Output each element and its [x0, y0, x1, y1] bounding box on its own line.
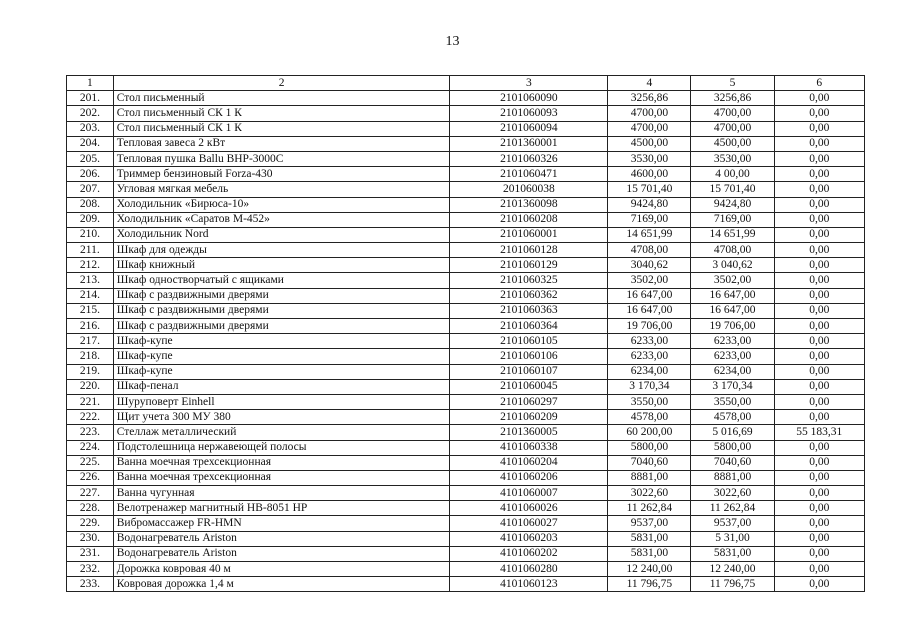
depreciation-cell: 3 170,34: [691, 379, 774, 394]
table-row: [67, 182, 865, 197]
depreciation-cell: 9537,00: [691, 516, 774, 531]
row-number-cell: 201.: [67, 91, 114, 106]
depreciation-cell: 11 796,75: [691, 577, 774, 592]
inventory-number-cell: 2101060363: [450, 303, 608, 318]
item-name-cell: Стеллаж металлический: [113, 425, 450, 440]
depreciation-cell: 19 706,00: [691, 319, 774, 334]
table-row: [67, 349, 865, 364]
inventory-number-cell: 2101060208: [450, 212, 608, 227]
residual-value-cell: 0,00: [774, 106, 864, 121]
inventory-number-cell: 2101060471: [450, 167, 608, 182]
row-number-cell: 202.: [67, 106, 114, 121]
table-row: [67, 577, 865, 592]
table-row: [67, 379, 865, 394]
item-name-cell: Шкаф с раздвижными дверями: [113, 303, 450, 318]
initial-cost-cell: 11 262,84: [608, 501, 691, 516]
initial-cost-cell: 16 647,00: [608, 288, 691, 303]
inventory-number-cell: 2101060090: [450, 91, 608, 106]
residual-value-cell: 0,00: [774, 151, 864, 166]
item-name-cell: Шкаф для одежды: [113, 243, 450, 258]
row-number-cell: 208.: [67, 197, 114, 212]
table-row: [67, 227, 865, 242]
row-number-cell: 225.: [67, 455, 114, 470]
header-cell-col3: 3: [450, 76, 608, 91]
residual-value-cell: 55 183,31: [774, 425, 864, 440]
residual-value-cell: 0,00: [774, 531, 864, 546]
row-number-cell: 231.: [67, 546, 114, 561]
inventory-table-body: [67, 76, 865, 592]
inventory-number-cell: 2101060001: [450, 227, 608, 242]
inventory-number-cell: 4101060280: [450, 562, 608, 577]
table-row: [67, 91, 865, 106]
table-row: [67, 151, 865, 166]
row-number-cell: 222.: [67, 410, 114, 425]
inventory-number-cell: 4101060202: [450, 546, 608, 561]
depreciation-cell: 9424,80: [691, 197, 774, 212]
depreciation-cell: 7169,00: [691, 212, 774, 227]
depreciation-cell: 3550,00: [691, 394, 774, 409]
residual-value-cell: 0,00: [774, 486, 864, 501]
row-number-cell: 221.: [67, 394, 114, 409]
inventory-number-cell: 4101060007: [450, 486, 608, 501]
item-name-cell: Дорожка ковровая 40 м: [113, 562, 450, 577]
item-name-cell: Холодильник «Саратов М-452»: [113, 212, 450, 227]
residual-value-cell: 0,00: [774, 273, 864, 288]
residual-value-cell: 0,00: [774, 121, 864, 136]
item-name-cell: Водонагреватель Ariston: [113, 546, 450, 561]
row-number-cell: 233.: [67, 577, 114, 592]
table-row: [67, 273, 865, 288]
initial-cost-cell: 6233,00: [608, 349, 691, 364]
residual-value-cell: 0,00: [774, 303, 864, 318]
inventory-number-cell: 2101360001: [450, 136, 608, 151]
table-row: [67, 319, 865, 334]
table-row: [67, 167, 865, 182]
header-cell-col1: 1: [67, 76, 114, 91]
table-header-row: [67, 76, 865, 91]
initial-cost-cell: 15 701,40: [608, 182, 691, 197]
item-name-cell: Холодильник «Бирюса-10»: [113, 197, 450, 212]
item-name-cell: Шкаф-пенал: [113, 379, 450, 394]
table-row: [67, 470, 865, 485]
row-number-cell: 220.: [67, 379, 114, 394]
initial-cost-cell: 5831,00: [608, 546, 691, 561]
initial-cost-cell: 12 240,00: [608, 562, 691, 577]
table-row: [67, 121, 865, 136]
table-row: [67, 334, 865, 349]
inventory-number-cell: 4101060204: [450, 455, 608, 470]
item-name-cell: Шкаф с раздвижными дверями: [113, 288, 450, 303]
inventory-number-cell: 4101060027: [450, 516, 608, 531]
row-number-cell: 216.: [67, 319, 114, 334]
item-name-cell: Ванна моечная трехсекционная: [113, 455, 450, 470]
header-cell-col2: 2: [113, 76, 450, 91]
table-row: [67, 258, 865, 273]
residual-value-cell: 0,00: [774, 394, 864, 409]
inventory-number-cell: 4101060338: [450, 440, 608, 455]
item-name-cell: Велотренажер магнитный HB-8051 HP: [113, 501, 450, 516]
initial-cost-cell: 14 651,99: [608, 227, 691, 242]
item-name-cell: Шкаф-купе: [113, 349, 450, 364]
item-name-cell: Шкаф одностворчатый с ящиками: [113, 273, 450, 288]
initial-cost-cell: 16 647,00: [608, 303, 691, 318]
item-name-cell: Шкаф-купе: [113, 364, 450, 379]
initial-cost-cell: 4578,00: [608, 410, 691, 425]
item-name-cell: Триммер бензиновый Forza-430: [113, 167, 450, 182]
initial-cost-cell: 6234,00: [608, 364, 691, 379]
initial-cost-cell: 3550,00: [608, 394, 691, 409]
residual-value-cell: 0,00: [774, 516, 864, 531]
row-number-cell: 219.: [67, 364, 114, 379]
table-row: [67, 455, 865, 470]
inventory-number-cell: 2101060209: [450, 410, 608, 425]
item-name-cell: Вибромассажер FR-HMN: [113, 516, 450, 531]
inventory-number-cell: 2101060364: [450, 319, 608, 334]
residual-value-cell: 0,00: [774, 379, 864, 394]
initial-cost-cell: 3502,00: [608, 273, 691, 288]
residual-value-cell: 0,00: [774, 197, 864, 212]
row-number-cell: 207.: [67, 182, 114, 197]
header-cell-col6: 6: [774, 76, 864, 91]
item-name-cell: Шуруповерт Einhell: [113, 394, 450, 409]
item-name-cell: Стол письменный СК 1 К: [113, 106, 450, 121]
depreciation-cell: 5 31,00: [691, 531, 774, 546]
item-name-cell: Тепловая пушка Ballu BHP-3000C: [113, 151, 450, 166]
residual-value-cell: 0,00: [774, 258, 864, 273]
item-name-cell: Стол письменный СК 1 К: [113, 121, 450, 136]
inventory-number-cell: 2101060325: [450, 273, 608, 288]
residual-value-cell: 0,00: [774, 410, 864, 425]
residual-value-cell: 0,00: [774, 501, 864, 516]
depreciation-cell: 12 240,00: [691, 562, 774, 577]
depreciation-cell: 16 647,00: [691, 288, 774, 303]
table-row: [67, 531, 865, 546]
inventory-number-cell: 4101060026: [450, 501, 608, 516]
header-cell-col4: 4: [608, 76, 691, 91]
residual-value-cell: 0,00: [774, 455, 864, 470]
residual-value-cell: 0,00: [774, 243, 864, 258]
initial-cost-cell: 7169,00: [608, 212, 691, 227]
table-row: [67, 425, 865, 440]
depreciation-cell: 16 647,00: [691, 303, 774, 318]
depreciation-cell: 5 016,69: [691, 425, 774, 440]
initial-cost-cell: 19 706,00: [608, 319, 691, 334]
row-number-cell: 232.: [67, 562, 114, 577]
table-row: [67, 136, 865, 151]
item-name-cell: Щит учета 300 МУ 380: [113, 410, 450, 425]
row-number-cell: 211.: [67, 243, 114, 258]
item-name-cell: Стол письменный: [113, 91, 450, 106]
table-row: [67, 243, 865, 258]
row-number-cell: 226.: [67, 470, 114, 485]
row-number-cell: 229.: [67, 516, 114, 531]
depreciation-cell: 6233,00: [691, 349, 774, 364]
residual-value-cell: 0,00: [774, 440, 864, 455]
depreciation-cell: 11 262,84: [691, 501, 774, 516]
item-name-cell: Угловая мягкая мебель: [113, 182, 450, 197]
table-row: [67, 394, 865, 409]
row-number-cell: 206.: [67, 167, 114, 182]
header-cell-col5: 5: [691, 76, 774, 91]
inventory-number-cell: 2101060297: [450, 394, 608, 409]
row-number-cell: 205.: [67, 151, 114, 166]
initial-cost-cell: 6233,00: [608, 334, 691, 349]
item-name-cell: Шкаф-купе: [113, 334, 450, 349]
depreciation-cell: 3256,86: [691, 91, 774, 106]
initial-cost-cell: 4500,00: [608, 136, 691, 151]
row-number-cell: 203.: [67, 121, 114, 136]
residual-value-cell: 0,00: [774, 364, 864, 379]
residual-value-cell: 0,00: [774, 349, 864, 364]
item-name-cell: Тепловая завеса 2 кВт: [113, 136, 450, 151]
initial-cost-cell: 3022,60: [608, 486, 691, 501]
row-number-cell: 228.: [67, 501, 114, 516]
depreciation-cell: 15 701,40: [691, 182, 774, 197]
depreciation-cell: 5800,00: [691, 440, 774, 455]
inventory-number-cell: 2101060107: [450, 364, 608, 379]
table-row: [67, 440, 865, 455]
depreciation-cell: 4500,00: [691, 136, 774, 151]
item-name-cell: Ковровая дорожка 1,4 м: [113, 577, 450, 592]
residual-value-cell: 0,00: [774, 546, 864, 561]
table-row: [67, 410, 865, 425]
depreciation-cell: 3 040,62: [691, 258, 774, 273]
table-row: [67, 106, 865, 121]
inventory-number-cell: 2101060094: [450, 121, 608, 136]
initial-cost-cell: 4600,00: [608, 167, 691, 182]
depreciation-cell: 6234,00: [691, 364, 774, 379]
row-number-cell: 214.: [67, 288, 114, 303]
depreciation-cell: 3530,00: [691, 151, 774, 166]
residual-value-cell: 0,00: [774, 212, 864, 227]
initial-cost-cell: 7040,60: [608, 455, 691, 470]
residual-value-cell: 0,00: [774, 136, 864, 151]
table-row: [67, 486, 865, 501]
table-row: [67, 364, 865, 379]
initial-cost-cell: 3256,86: [608, 91, 691, 106]
row-number-cell: 230.: [67, 531, 114, 546]
table-row: [67, 197, 865, 212]
initial-cost-cell: 3530,00: [608, 151, 691, 166]
inventory-number-cell: 2101060045: [450, 379, 608, 394]
inventory-table: [66, 75, 865, 592]
table-row: [67, 212, 865, 227]
initial-cost-cell: 5831,00: [608, 531, 691, 546]
item-name-cell: Шкаф книжный: [113, 258, 450, 273]
initial-cost-cell: 8881,00: [608, 470, 691, 485]
residual-value-cell: 0,00: [774, 182, 864, 197]
initial-cost-cell: 5800,00: [608, 440, 691, 455]
initial-cost-cell: 4708,00: [608, 243, 691, 258]
depreciation-cell: 4 00,00: [691, 167, 774, 182]
page-number: 13: [445, 34, 460, 49]
inventory-number-cell: 201060038: [450, 182, 608, 197]
row-number-cell: 212.: [67, 258, 114, 273]
table-row: [67, 303, 865, 318]
initial-cost-cell: 3040,62: [608, 258, 691, 273]
row-number-cell: 215.: [67, 303, 114, 318]
item-name-cell: Ванна моечная трехсекционная: [113, 470, 450, 485]
inventory-number-cell: 2101360098: [450, 197, 608, 212]
depreciation-cell: 4578,00: [691, 410, 774, 425]
inventory-number-cell: 2101360005: [450, 425, 608, 440]
row-number-cell: 227.: [67, 486, 114, 501]
initial-cost-cell: 4700,00: [608, 106, 691, 121]
initial-cost-cell: 4700,00: [608, 121, 691, 136]
item-name-cell: Водонагреватель Ariston: [113, 531, 450, 546]
depreciation-cell: 3502,00: [691, 273, 774, 288]
row-number-cell: 213.: [67, 273, 114, 288]
depreciation-cell: 3022,60: [691, 486, 774, 501]
inventory-number-cell: 4101060206: [450, 470, 608, 485]
inventory-number-cell: 2101060106: [450, 349, 608, 364]
table-row: [67, 516, 865, 531]
depreciation-cell: 14 651,99: [691, 227, 774, 242]
row-number-cell: 223.: [67, 425, 114, 440]
depreciation-cell: 4700,00: [691, 106, 774, 121]
residual-value-cell: 0,00: [774, 470, 864, 485]
table-row: [67, 501, 865, 516]
inventory-number-cell: 2101060129: [450, 258, 608, 273]
residual-value-cell: 0,00: [774, 334, 864, 349]
item-name-cell: Шкаф с раздвижными дверями: [113, 319, 450, 334]
table-row: [67, 546, 865, 561]
depreciation-cell: 6233,00: [691, 334, 774, 349]
residual-value-cell: 0,00: [774, 319, 864, 334]
initial-cost-cell: 9537,00: [608, 516, 691, 531]
row-number-cell: 217.: [67, 334, 114, 349]
table-row: [67, 288, 865, 303]
initial-cost-cell: 9424,80: [608, 197, 691, 212]
depreciation-cell: 4700,00: [691, 121, 774, 136]
inventory-number-cell: 4101060123: [450, 577, 608, 592]
row-number-cell: 209.: [67, 212, 114, 227]
item-name-cell: Холодильник Nord: [113, 227, 450, 242]
depreciation-cell: 7040,60: [691, 455, 774, 470]
inventory-number-cell: 2101060093: [450, 106, 608, 121]
initial-cost-cell: 60 200,00: [608, 425, 691, 440]
row-number-cell: 210.: [67, 227, 114, 242]
item-name-cell: Ванна чугунная: [113, 486, 450, 501]
row-number-cell: 218.: [67, 349, 114, 364]
initial-cost-cell: 11 796,75: [608, 577, 691, 592]
residual-value-cell: 0,00: [774, 227, 864, 242]
residual-value-cell: 0,00: [774, 167, 864, 182]
residual-value-cell: 0,00: [774, 91, 864, 106]
residual-value-cell: 0,00: [774, 562, 864, 577]
row-number-cell: 204.: [67, 136, 114, 151]
item-name-cell: Подстолешница нержавеющей полосы: [113, 440, 450, 455]
table-row: [67, 562, 865, 577]
initial-cost-cell: 3 170,34: [608, 379, 691, 394]
residual-value-cell: 0,00: [774, 288, 864, 303]
inventory-number-cell: 2101060362: [450, 288, 608, 303]
depreciation-cell: 5831,00: [691, 546, 774, 561]
inventory-number-cell: 4101060203: [450, 531, 608, 546]
inventory-number-cell: 2101060105: [450, 334, 608, 349]
inventory-number-cell: 2101060128: [450, 243, 608, 258]
depreciation-cell: 4708,00: [691, 243, 774, 258]
residual-value-cell: 0,00: [774, 577, 864, 592]
depreciation-cell: 8881,00: [691, 470, 774, 485]
row-number-cell: 224.: [67, 440, 114, 455]
inventory-number-cell: 2101060326: [450, 151, 608, 166]
